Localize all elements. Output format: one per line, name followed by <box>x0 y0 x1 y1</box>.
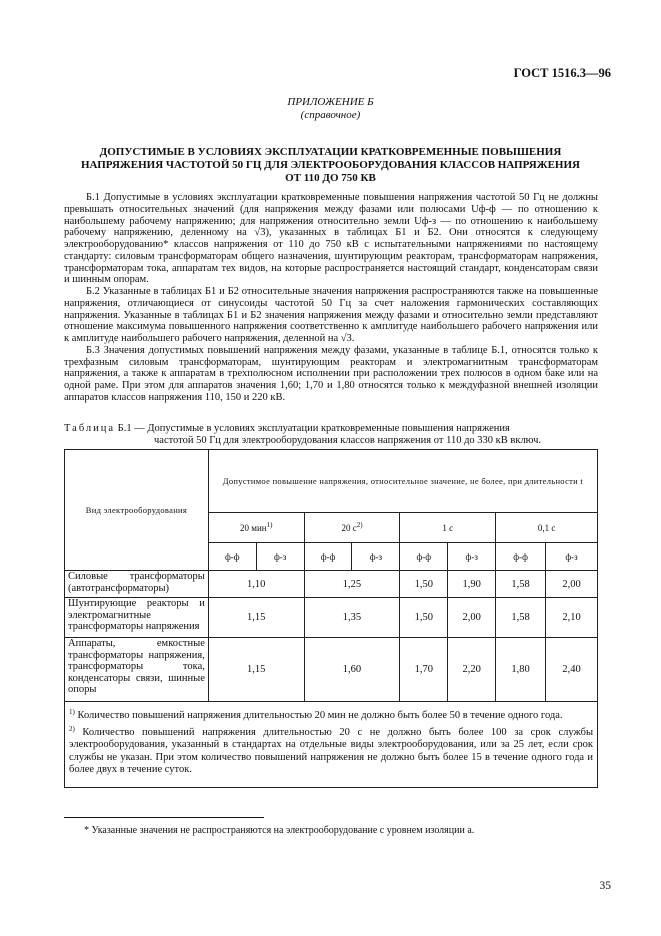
value-20s: 1,35 <box>304 598 400 638</box>
header-ff: ф-ф <box>496 543 546 571</box>
section-heading: ДОПУСТИМЫЕ В УСЛОВИЯХ ЭКСПЛУАТАЦИИ КРАТКОВРЕМЕННЫЕ ПОВЫШЕНИЯ НАПРЯЖЕНИЯ ЧАСТОТОЙ 50 ГЦ ДЛЯ ЭЛЕКТРООБОРУДОВАНИЯ КЛАССОВ НАПРЯЖЕНИЯ ОТ 110 ДО 750 КВ <box>81 146 580 184</box>
table-row <box>65 571 598 598</box>
header-fz: ф-з <box>448 543 496 571</box>
footnote-divider <box>64 817 264 818</box>
value-20min: 1,15 <box>208 638 304 702</box>
table-notes <box>65 702 598 788</box>
standard-number: ГОСТ 1516.3—96 <box>513 66 611 80</box>
table-row <box>65 638 598 702</box>
value-01s-ff: 1,58 <box>496 571 546 598</box>
page-number: 35 <box>599 880 611 892</box>
table-row <box>65 598 598 638</box>
value-20s: 1,60 <box>304 638 400 702</box>
header-duration-20s: 20 $с^{2)}$ <box>304 513 400 543</box>
voltage-table <box>64 449 598 788</box>
header-fz: ф-з <box>352 543 400 571</box>
caption-text: Б.1 — Допустимые в условиях эксплуатации кратковременные повышения напряжения <box>117 423 510 434</box>
header-allowed-increase: Допустимое повышение напряжения, относительное значение, не более, при длительности t <box>208 450 597 513</box>
value-01s-ff: 1,80 <box>496 638 546 702</box>
caption-continuation: частотой 50 Гц для электрооборудования классов напряжения от 110 до 330 кВ включ. <box>154 434 542 446</box>
value-20min: 1,10 <box>208 571 304 598</box>
header-equipment-type: Вид электрооборудования <box>65 450 209 571</box>
value-20s: 1,25 <box>304 571 400 598</box>
annex-block <box>0 96 661 122</box>
note-1: $^{1)}$ Количество повышений напряжения длительностью 20 мин не должно быть более 50 в течение одного года. <box>69 708 563 721</box>
value-01s-fz: 2,10 <box>546 598 598 638</box>
paragraph-b3: Б.3 Значения допустимых повышений напряжения между фазами, указанные в таблице Б.1, относятся только к трехфазным силовым трансформаторам, шунтирующим реакторам и электромагнитным трансформаторам напряжения, а также к аппаратам в трехполюсном исполнении при расположении трех полюсов в одном баке или на одной раме. При этом для аппаратов значения 1,60; 1,70 и 1,80 относятся только к междуфазной внешней изоляции аппаратов классов напряжения 110, 150 и 220 кВ. <box>64 344 598 403</box>
paragraph-b1: Б.1 Допустимые в условиях эксплуатации кратковременные повышения напряжения частотой 50 Гц не должны превышать относительных значений (для напряжения между фазами или полюсами Uф-ф — по отношению к наибольшему рабочему напряжению; для напряжения относительно земли Uф-з — по отношению к наибольшему рабочему напряжению, деленному на √3), указанных в таблицах Б1 и Б2. Они относятся к следующему электрооборудованию* классов напряжения от 110 до 750 кВ с испытательными напряжениями по настоящему стандарту: силовым трансформаторам общего назначения, шунтирующим реакторам, трансформаторам напряжения, трансформаторам тока, аппаратам тех видов, на которые распространяется настоящий стандарт, конденсаторам связи и шинным опорам. <box>64 192 598 286</box>
header-ff: ф-ф <box>400 543 448 571</box>
header-duration-1s: 1 с <box>400 513 496 543</box>
value-01s-fz: 2,40 <box>546 638 598 702</box>
header-duration-01s: 0,1 с <box>496 513 598 543</box>
value-1s-ff: 1,70 <box>400 638 448 702</box>
value-20min: 1,15 <box>208 598 304 638</box>
note-2: $^{2)}$ Количество повышений напряжения длительностью 20 с не должно быть более 100 за срок службы электрооборудования, указанный в стандартах на отдельные виды электрооборудования, или за 25 лет, если срок службы не указан. При этом количество повышений напряжения не должно быть более 15 в течение одного года и более двух в течение суток. <box>69 724 593 775</box>
row-label: Силовые трансформаторы (автотрансформаторы) <box>65 571 209 598</box>
header-duration-20min: 20 мин$^{1)}$ <box>208 513 304 543</box>
value-01s-fz: 2,00 <box>546 571 598 598</box>
caption-lead: Таблица <box>64 423 116 434</box>
row-label: Шунтирующие реакторы и электромагнитные трансформаторы напряжения <box>65 598 209 638</box>
value-01s-ff: 1,58 <box>496 598 546 638</box>
header-ff: ф-ф <box>304 543 352 571</box>
value-1s-fz: 2,20 <box>448 638 496 702</box>
table-caption <box>64 423 598 446</box>
value-1s-fz: 2,00 <box>448 598 496 638</box>
header-ff: ф-ф <box>208 543 256 571</box>
value-1s-ff: 1,50 <box>400 598 448 638</box>
value-1s-ff: 1,50 <box>400 571 448 598</box>
row-label: Аппараты, емкостные трансформаторы напряжения, трансформаторы тока, конденсаторы связи, шинные опоры <box>65 638 209 702</box>
annex-title: ПРИЛОЖЕНИЕ Б <box>287 96 374 108</box>
footnote: * Указанные значения не распространяются на электрооборудование с уровнем изоляции а. <box>84 825 475 836</box>
header-fz: ф-з <box>256 543 304 571</box>
body-text <box>64 192 598 404</box>
value-1s-fz: 1,90 <box>448 571 496 598</box>
paragraph-b2: Б.2 Указанные в таблицах Б1 и Б2 относительные значения напряжения распространяются также на повышенные напряжения, отличающиеся от синусоиды частотой 50 Гц за счет наложения гармонических составляющих напряжения. Указанные в таблицах Б1 и Б2 значения напряжения между фазами и относительно земли представляют отношение максимума повышенного напряжения соответственно к амплитуде наибольшего рабочего напряжения или к амплитуде наибольшего рабочего напряжения, деленной на √3. <box>64 286 598 344</box>
header-fz: ф-з <box>546 543 598 571</box>
annex-subtitle: (справочное) <box>300 109 361 121</box>
